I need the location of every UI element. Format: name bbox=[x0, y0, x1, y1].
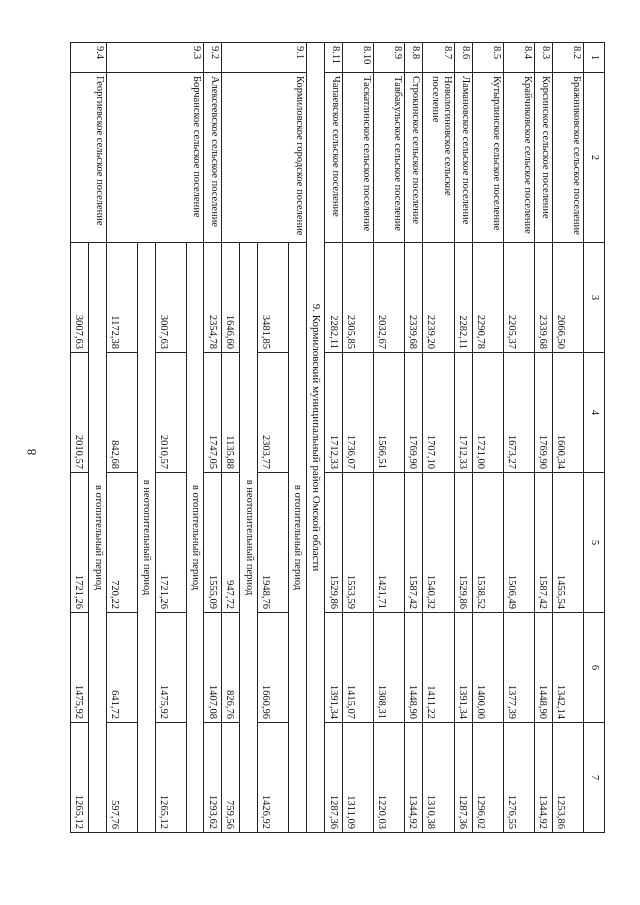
cell-value: 3007,63 bbox=[155, 243, 186, 353]
cell-value: 1344,92 bbox=[405, 723, 423, 833]
section-row bbox=[306, 43, 325, 833]
row-name: Новологиновское сельское поселение bbox=[423, 73, 455, 243]
row-code: 8.10 bbox=[343, 43, 374, 73]
row-name: Георгиевское сельское поселение bbox=[71, 73, 107, 243]
col-header: 6 bbox=[583, 613, 604, 723]
cell-value: 1660,96 bbox=[258, 613, 289, 723]
table-row bbox=[325, 43, 343, 833]
rotated-table-container bbox=[70, 42, 605, 832]
cell-value: 2339,68 bbox=[405, 243, 423, 353]
row-name: Крайчиковское сельское поселение bbox=[503, 73, 534, 243]
cell-value: 2354,78 bbox=[204, 243, 222, 353]
row-code: 8.6 bbox=[455, 43, 473, 73]
tariff-table bbox=[70, 42, 605, 833]
col-header: 1 bbox=[583, 43, 604, 73]
cell-value: 1415,07 bbox=[343, 613, 374, 723]
row-name: Кормиловское городское поселение bbox=[222, 73, 307, 243]
cell-value: 1707,10 bbox=[423, 353, 455, 473]
cell-value: 2339,68 bbox=[534, 243, 552, 353]
period-label: в неотопительный период bbox=[137, 243, 155, 833]
cell-value: 826,76 bbox=[222, 613, 240, 723]
cell-value: 1308,31 bbox=[374, 613, 405, 723]
cell-value: 2290,78 bbox=[473, 243, 504, 353]
col-header: 4 bbox=[583, 353, 604, 473]
row-name: Ламановское сельское поселение bbox=[455, 73, 473, 243]
cell-value: 1646,60 bbox=[222, 243, 240, 353]
cell-value: 1566,51 bbox=[374, 353, 405, 473]
cell-value: 1407,08 bbox=[204, 613, 222, 723]
cell-value: 1135,88 bbox=[222, 353, 240, 473]
cell-value: 2239,20 bbox=[423, 243, 455, 353]
row-name: Таскатлинское сельское поселение bbox=[343, 73, 374, 243]
cell-value: 1296,02 bbox=[473, 723, 504, 833]
cell-value: 1310,38 bbox=[423, 723, 455, 833]
row-code: 9.4 bbox=[71, 43, 107, 73]
row-code: 8.3 bbox=[534, 43, 552, 73]
period-label: в отопительный период bbox=[186, 243, 204, 833]
cell-value: 947,72 bbox=[222, 473, 240, 613]
cell-value: 1587,42 bbox=[534, 473, 552, 613]
cell-value: 1587,42 bbox=[405, 473, 423, 613]
cell-value: 1265,12 bbox=[71, 723, 89, 833]
cell-value: 1276,55 bbox=[503, 723, 534, 833]
cell-value: 1721,00 bbox=[473, 353, 504, 473]
cell-value: 1220,03 bbox=[374, 723, 405, 833]
cell-value: 1421,71 bbox=[374, 473, 405, 613]
cell-value: 2282,11 bbox=[455, 243, 473, 353]
period-label: в отопительный период bbox=[289, 243, 307, 833]
cell-value: 1377,39 bbox=[503, 613, 534, 723]
period-label: в отопительный период bbox=[89, 243, 107, 833]
cell-value: 1600,34 bbox=[552, 353, 583, 473]
row-code: 8.4 bbox=[503, 43, 534, 73]
cell-value: 1172,38 bbox=[106, 243, 137, 353]
cell-value: 720,22 bbox=[106, 473, 137, 613]
col-header: 7 bbox=[583, 723, 604, 833]
cell-value: 1553,59 bbox=[343, 473, 374, 613]
cell-value: 1529,86 bbox=[455, 473, 473, 613]
table-row bbox=[405, 43, 423, 833]
cell-value: 1426,92 bbox=[258, 723, 289, 833]
table-row bbox=[89, 43, 107, 833]
cell-value: 1455,54 bbox=[552, 473, 583, 613]
table-row bbox=[503, 43, 534, 833]
cell-value: 1506,49 bbox=[503, 473, 534, 613]
cell-value: 597,76 bbox=[106, 723, 137, 833]
cell-value: 1391,34 bbox=[455, 613, 473, 723]
table-row bbox=[473, 43, 504, 833]
table-row bbox=[534, 43, 552, 833]
cell-value: 1529,86 bbox=[325, 473, 343, 613]
cell-value: 3481,85 bbox=[258, 243, 289, 353]
cell-value: 1712,33 bbox=[455, 353, 473, 473]
cell-value: 1391,34 bbox=[325, 613, 343, 723]
row-name: Строкинское сельское поселение bbox=[405, 73, 423, 243]
period-label: в неотопительный период bbox=[240, 243, 258, 833]
row-name: Борчанское сельское поселение bbox=[106, 73, 204, 243]
page-number: 8 bbox=[24, 448, 39, 456]
cell-value: 2303,77 bbox=[258, 353, 289, 473]
table-row bbox=[374, 43, 405, 833]
cell-value: 3007,63 bbox=[71, 243, 89, 353]
cell-value: 1287,36 bbox=[455, 723, 473, 833]
row-code: 8.5 bbox=[473, 43, 504, 73]
row-name: Алексеевское сельское поселение bbox=[204, 73, 222, 243]
cell-value: 1253,86 bbox=[552, 723, 583, 833]
row-code: 8.7 bbox=[423, 43, 455, 73]
table-row bbox=[455, 43, 473, 833]
row-name: Корсинское сельское поселение bbox=[534, 73, 552, 243]
cell-value: 2282,11 bbox=[325, 243, 343, 353]
table-row bbox=[186, 43, 204, 833]
cell-value: 2066,50 bbox=[552, 243, 583, 353]
col-header: 2 bbox=[583, 73, 604, 243]
cell-value: 1721,26 bbox=[155, 473, 186, 613]
cell-value: 1400,00 bbox=[473, 613, 504, 723]
table-row bbox=[289, 43, 307, 833]
cell-value: 2010,57 bbox=[71, 353, 89, 473]
cell-value: 1475,92 bbox=[155, 613, 186, 723]
row-code: 9.3 bbox=[106, 43, 204, 73]
cell-value: 1555,09 bbox=[204, 473, 222, 613]
row-code: 9.2 bbox=[204, 43, 222, 73]
table-row bbox=[343, 43, 374, 833]
col-header: 5 bbox=[583, 473, 604, 613]
header-row bbox=[583, 43, 604, 833]
cell-value: 1747,05 bbox=[204, 353, 222, 473]
col-header: 3 bbox=[583, 243, 604, 353]
row-code: 8.9 bbox=[374, 43, 405, 73]
row-code: 9.1 bbox=[222, 43, 307, 73]
row-name: Чапаевское сельское поселение bbox=[325, 73, 343, 243]
cell-value: 1448,90 bbox=[405, 613, 423, 723]
cell-value: 641,72 bbox=[106, 613, 137, 723]
cell-value: 1712,33 bbox=[325, 353, 343, 473]
cell-value: 1475,92 bbox=[71, 613, 89, 723]
row-code: 8.11 bbox=[325, 43, 343, 73]
row-name: Кутырлинское сельское поселение bbox=[473, 73, 504, 243]
row-name: Бражниковское сельское поселение bbox=[552, 73, 583, 243]
cell-value: 1344,92 bbox=[534, 723, 552, 833]
cell-value: 2010,57 bbox=[155, 353, 186, 473]
cell-value: 759,56 bbox=[222, 723, 240, 833]
cell-value: 1673,27 bbox=[503, 353, 534, 473]
cell-value: 1721,26 bbox=[71, 473, 89, 613]
cell-value: 1769,90 bbox=[405, 353, 423, 473]
row-code: 8.8 bbox=[405, 43, 423, 73]
table-row bbox=[552, 43, 583, 833]
cell-value: 1411,22 bbox=[423, 613, 455, 723]
cell-value: 842,68 bbox=[106, 353, 137, 473]
cell-value: 1769,90 bbox=[534, 353, 552, 473]
cell-value: 2305,85 bbox=[343, 243, 374, 353]
row-code: 8.2 bbox=[552, 43, 583, 73]
cell-value: 2205,37 bbox=[503, 243, 534, 353]
cell-value: 1293,62 bbox=[204, 723, 222, 833]
table-row bbox=[423, 43, 455, 833]
cell-value: 1736,07 bbox=[343, 353, 374, 473]
cell-value: 2032,67 bbox=[374, 243, 405, 353]
cell-value: 1342,14 bbox=[552, 613, 583, 723]
row-name: Тавбакульское сельское поселение bbox=[374, 73, 405, 243]
cell-value: 1287,36 bbox=[325, 723, 343, 833]
table-row bbox=[204, 43, 222, 833]
cell-value: 1538,52 bbox=[473, 473, 504, 613]
cell-value: 1448,90 bbox=[534, 613, 552, 723]
section-title: 9. Кормиловский муниципальный район Омской области bbox=[306, 43, 325, 833]
cell-value: 1265,12 bbox=[155, 723, 186, 833]
cell-value: 1948,76 bbox=[258, 473, 289, 613]
cell-value: 1540,32 bbox=[423, 473, 455, 613]
cell-value: 1311,09 bbox=[343, 723, 374, 833]
